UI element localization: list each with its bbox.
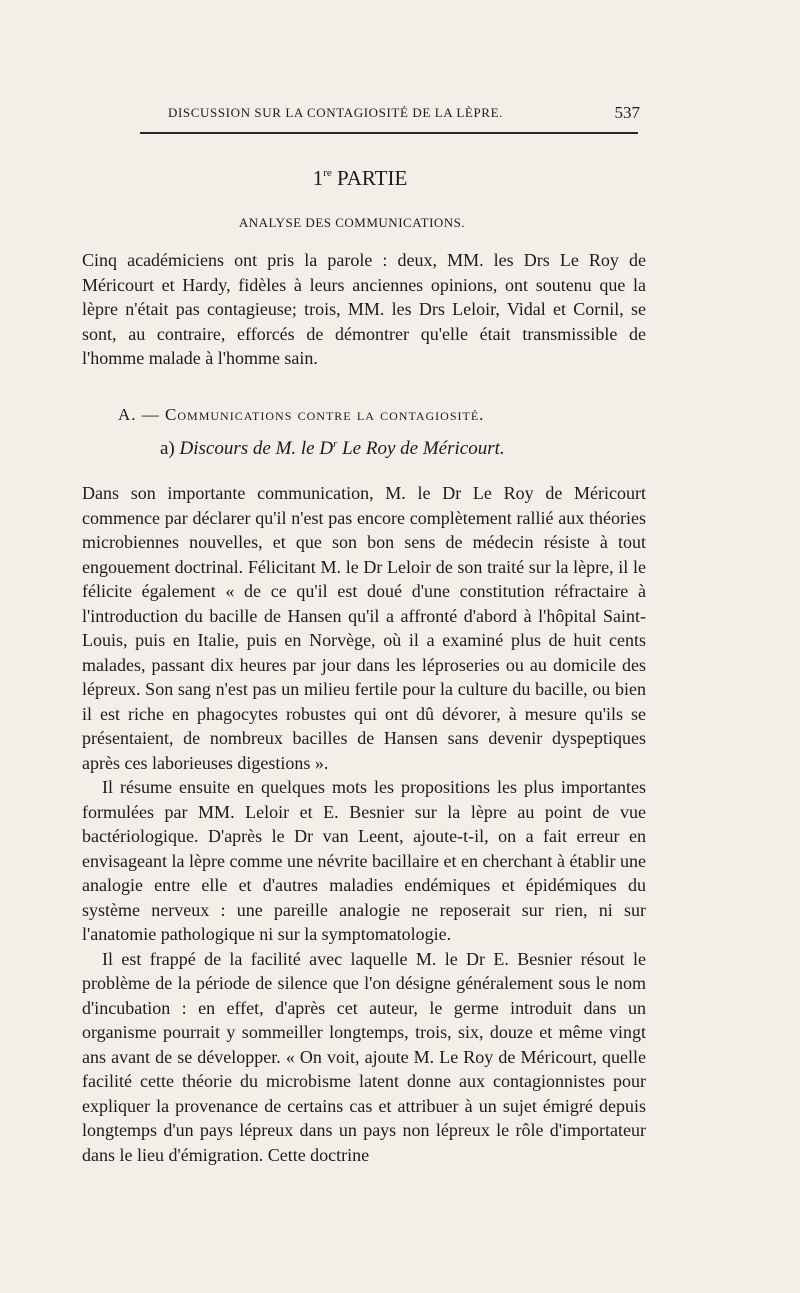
subsection-title-sup: r	[333, 438, 338, 450]
running-head	[168, 105, 640, 125]
intro-text: Cinq académiciens ont pris la parole : deux, MM. les Drs Le Roy de Méricourt et Hardy, fidèles à leurs anciennes opinions, ont soutenu que la lèpre n'était pas contagieuse; trois, MM. les Drs Leloir, Vidal et Cornil, se sont, au contraire, efforcés de démontrer qu'elle était transmissible de l'homme malade à l'homme sain.	[82, 250, 646, 368]
section-title: Communications contre la contagiosité.	[165, 405, 485, 424]
subsection-heading	[160, 438, 640, 460]
running-title: DISCUSSION SUR LA CONTAGIOSITÉ DE LA LÈPRE.	[168, 105, 503, 120]
body-text	[82, 481, 646, 1167]
paragraph: Il est frappé de la facilité avec laquelle M. le Dr E. Besnier résout le problème de la période de silence que l'on désigne généralement sous le nom d'incubation : en effet, d'après cet auteur, le germe introduit dans un organisme pourrait y sommeiller longtemps, trois, six, douze et même vingt ans avant de se développer. « On voit, ajoute M. Le Roy de Méricourt, quelle facilité cette théorie du microbisme latent donne aux contagionnistes pour expliquer la provenance de certains cas et attribuer à un sujet émigré depuis longtemps d'un pays lépreux dans un pays non lépreux le rôle d'importateur dans le lieu d'émigration. Cette doctrine	[82, 948, 646, 1165]
section-letter: A. —	[118, 405, 160, 424]
part-title	[0, 166, 720, 191]
subsection-title-b: Le Roy de Méricourt.	[337, 438, 505, 459]
paragraph: Dans son importante communication, M. le Dr Le Roy de Méricourt commence par déclarer qu'il n'est pas encore complètement rallié aux théories microbiennes nouvelles, et que son bon sens de médecin résiste à tout engouement doctrinal. Félicitant M. le Dr Leloir de son traité sur la lèpre, il le félicite également « de ce qu'il est doué d'une constitution réfractaire à l'introduction du bacille de Hansen qu'il a affronté d'abord à l'hôpital Saint-Louis, puis en Italie, puis en Norvège, où il a examiné plus de huit cents malades, passant dix heures par jour dans les léproseries ou au domicile des lépreux. Son sang n'est pas un milieu fertile pour la culture du bacille, ou bien il est riche en phagocytes robustes qui ont dû dévorer, à mesure qu'ils se présentaient, de nombreux bacilles de Hansen sans devenir dyspeptiques après ces laborieuses digestions ».	[82, 483, 646, 773]
page-number: 537	[614, 103, 640, 122]
part-subtitle: ANALYSE DES COMMUNICATIONS.	[238, 215, 466, 230]
part-number: 1re	[312, 166, 332, 190]
intro-paragraph	[82, 248, 646, 371]
part-title-text: PARTIE	[336, 166, 408, 190]
subsection-title-a: Discours de M. le D	[179, 438, 334, 459]
header-rule	[140, 132, 638, 134]
subsection-marker: a)	[160, 438, 175, 459]
section-heading	[118, 405, 598, 425]
paragraph: Il résume ensuite en quelques mots les propositions les plus importantes formulées par MM. Leloir et E. Besnier sur la lèpre au point de vue bactériologique. D'après le Dr van Leent, ajoute-t-il, on a fait erreur en envisageant la lèpre comme une névrite bacillaire et en cherchant à établir une analogie entre elle et d'autres maladies endémiques et épidémiques du système nerveux : une pareille analogie ne reposerait sur rien, ni sur l'anatomie pathologique ni sur la symptomatologie.	[82, 777, 646, 944]
